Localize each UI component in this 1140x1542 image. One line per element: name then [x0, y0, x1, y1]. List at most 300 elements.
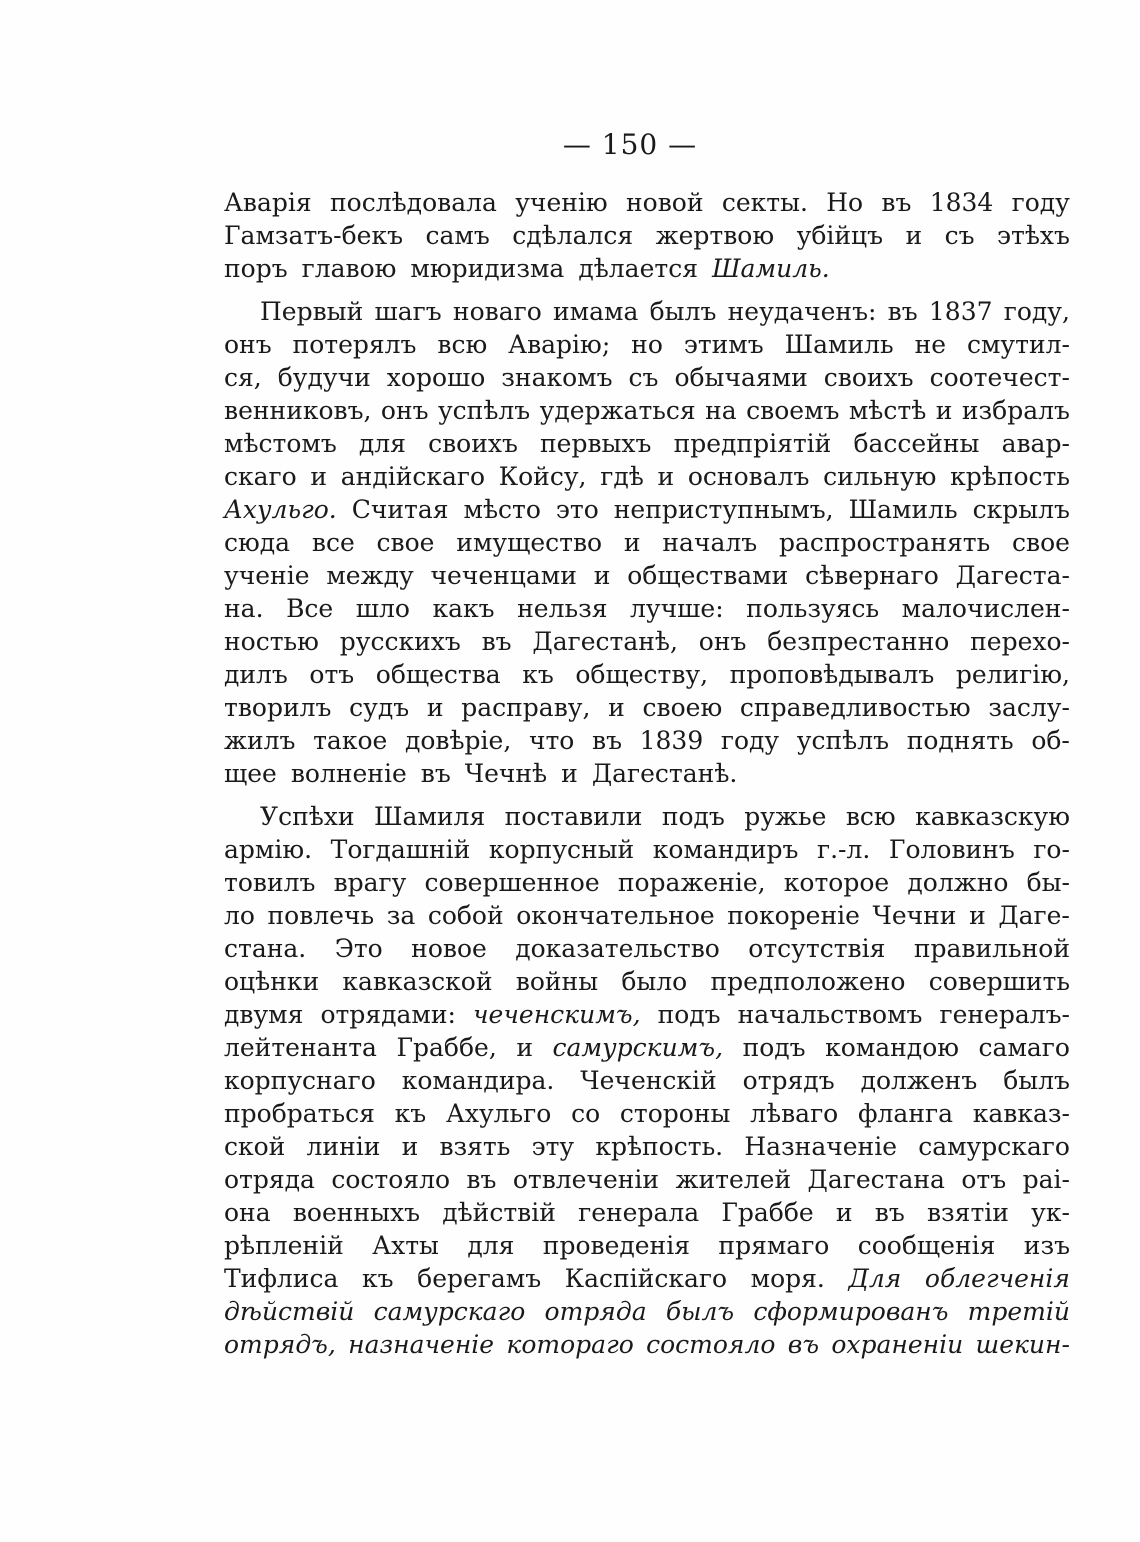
text-line	[224, 592, 1070, 625]
word: мѣстѣ	[848, 396, 927, 425]
word: облегченія	[924, 1264, 1070, 1293]
word: пользуясь	[746, 594, 880, 623]
word: довѣріе,	[404, 726, 512, 755]
text-line	[224, 1130, 1070, 1163]
word: и	[593, 561, 611, 590]
word: пробраться	[224, 1099, 375, 1128]
word: и	[310, 462, 328, 491]
word: раі-	[1022, 1165, 1070, 1194]
word: избралъ	[961, 396, 1070, 425]
word: безпрестанно	[767, 627, 950, 656]
word: кавказ-	[972, 1099, 1070, 1128]
word: къ	[522, 660, 554, 689]
word: въ	[466, 1165, 497, 1194]
text-line	[224, 899, 1070, 932]
word: шло	[355, 594, 410, 623]
word: Все	[286, 594, 334, 623]
word: командира.	[401, 1066, 555, 1095]
word: для	[467, 1231, 515, 1260]
word: какъ	[432, 594, 495, 623]
text-line	[224, 833, 1070, 866]
word: первыхъ	[539, 429, 652, 458]
word: взять	[439, 1132, 511, 1161]
word: покореніе	[727, 901, 860, 930]
word: хорошо	[386, 363, 486, 392]
word: Ахты	[372, 1231, 439, 1260]
word: Тифлиса	[224, 1264, 339, 1293]
word: скаго	[224, 462, 297, 491]
page-number: — 150 —	[562, 128, 698, 161]
word: поставили	[504, 802, 643, 831]
word: гдѣ	[600, 462, 644, 491]
word: сформированъ	[753, 1297, 949, 1326]
word: и	[401, 1132, 419, 1161]
word: и	[623, 528, 641, 557]
word: но	[631, 330, 663, 359]
word: берегамъ	[417, 1264, 542, 1293]
word: этѣхъ	[997, 221, 1070, 250]
word: самурскаго	[373, 1297, 526, 1326]
word: заслу-	[988, 693, 1070, 722]
word: двумя	[224, 1000, 304, 1029]
text-line	[224, 965, 1070, 998]
word: Первый	[260, 297, 364, 326]
text-line	[224, 427, 1070, 460]
word: жилъ	[224, 726, 296, 755]
word: начальствомъ	[737, 1000, 923, 1029]
word: онъ	[224, 330, 272, 359]
word: своемъ	[746, 396, 840, 425]
word: Даге-	[998, 901, 1070, 930]
word: предположено	[710, 967, 906, 996]
word: Граббе,	[396, 1033, 497, 1062]
word: новаго	[452, 297, 542, 326]
word: поръ	[224, 254, 288, 283]
text-line	[224, 1295, 1070, 1328]
paragraph-gap	[224, 790, 1070, 800]
word: перехо-	[970, 627, 1070, 656]
word: Граббе	[721, 1198, 814, 1227]
word: чеченскимъ,	[473, 1000, 641, 1029]
word: подъ	[661, 802, 725, 831]
word: состояло	[331, 1165, 451, 1194]
word: году,	[1003, 297, 1070, 326]
word: ученію	[515, 188, 608, 217]
word: смутил-	[966, 330, 1070, 359]
word: отъ	[961, 1165, 1007, 1194]
word: армію.	[224, 835, 313, 864]
word: андійскаго	[340, 462, 486, 491]
word: и	[608, 693, 625, 722]
word: соотечест-	[929, 363, 1070, 392]
word: оцѣнки	[224, 967, 320, 996]
word: она	[224, 1198, 271, 1227]
word: справедливостью	[739, 693, 971, 722]
word: совершить	[928, 967, 1070, 996]
word: шагъ	[374, 297, 442, 326]
word: новой	[625, 188, 704, 217]
word: жертвою	[655, 221, 775, 250]
word: Койсу,	[498, 462, 587, 491]
word: сѣвернаго	[805, 561, 939, 590]
word: былъ	[665, 1297, 735, 1326]
word: пораженіе,	[617, 868, 766, 897]
word: г.-л.	[817, 835, 871, 864]
word: и	[969, 901, 986, 930]
text-line	[224, 800, 1070, 833]
word: шекин-	[975, 1330, 1070, 1359]
word: новое	[411, 934, 487, 963]
word: онъ	[380, 396, 429, 425]
word: доказательство	[515, 934, 720, 963]
word: крѣпость.	[595, 1132, 724, 1161]
word: и	[657, 462, 675, 491]
word: всю	[845, 802, 896, 831]
word: религію,	[955, 660, 1070, 689]
word: былъ	[649, 297, 717, 326]
word: кавказской	[342, 967, 493, 996]
word: мѣстомъ	[224, 429, 337, 458]
word: успѣлъ	[796, 726, 890, 755]
word: Ахульго	[445, 1099, 552, 1128]
word: своихъ	[428, 429, 518, 458]
paragraph	[224, 186, 1070, 285]
word: всю	[437, 330, 488, 359]
word: авар-	[1001, 429, 1070, 458]
word: скрылъ	[972, 495, 1070, 524]
word: венниковъ,	[224, 396, 372, 425]
word: Шамиль	[848, 495, 958, 524]
word: Шамиля	[374, 802, 486, 831]
word: корпуснаго	[224, 1066, 376, 1095]
word: и	[935, 396, 953, 425]
word: генерала	[578, 1198, 700, 1227]
word: и	[835, 1198, 853, 1227]
word: предпріятій	[673, 429, 832, 458]
word: началъ	[662, 528, 758, 557]
text-line	[224, 1229, 1070, 1262]
text-line	[224, 394, 1070, 427]
word: отвлеченіи	[512, 1165, 660, 1194]
word: отсутствія	[748, 934, 886, 963]
text-line	[224, 252, 1070, 285]
word: неприступнымъ,	[613, 495, 834, 524]
word: третій	[967, 1297, 1070, 1326]
word: свое	[1012, 528, 1070, 557]
word: ученіе	[224, 561, 310, 590]
word: 1834	[929, 188, 994, 217]
word: дѣйствій	[224, 1297, 355, 1326]
word: послѣдовала	[330, 188, 497, 217]
word: самурскимъ,	[552, 1033, 724, 1062]
word: самурскаго	[918, 1132, 1070, 1161]
word: поднять	[906, 726, 1014, 755]
word: имущество	[456, 528, 603, 557]
word: щее	[224, 759, 277, 788]
word: прямаго	[718, 1231, 830, 1260]
word: въ	[481, 627, 512, 656]
word: командою	[825, 1033, 960, 1062]
word: ской	[224, 1132, 286, 1161]
word: свое	[376, 528, 435, 557]
word: ся,	[224, 363, 262, 392]
word: съ	[944, 221, 975, 250]
text-line	[224, 757, 1070, 790]
word: нельзя	[517, 594, 608, 623]
word: въ	[881, 188, 912, 217]
word: и	[426, 693, 444, 722]
body-text	[224, 186, 1070, 1361]
word: товилъ	[224, 868, 316, 897]
word: Гамзатъ-бекъ	[224, 221, 404, 250]
word: Головинъ	[888, 835, 1015, 864]
text-line	[224, 625, 1070, 658]
word: кавказскую	[915, 802, 1070, 831]
word: въ	[592, 726, 622, 755]
word: со	[571, 1099, 601, 1128]
word: главою	[301, 254, 397, 283]
text-line	[224, 1097, 1070, 1130]
word: отъ	[309, 660, 355, 689]
paragraph	[224, 800, 1070, 1361]
word: эту	[531, 1132, 575, 1161]
word: расправу,	[461, 693, 591, 722]
word: дѣлается	[578, 254, 698, 283]
word: онъ	[698, 627, 747, 656]
text-line	[224, 219, 1070, 252]
word: году	[720, 726, 780, 755]
text-line	[224, 691, 1070, 724]
text-line	[224, 559, 1070, 592]
word: корпусный	[488, 835, 635, 864]
word: Аварію;	[508, 330, 611, 359]
word: 1839	[639, 726, 704, 755]
word: неудаченъ:	[727, 297, 877, 326]
word: обычаями	[674, 363, 808, 392]
word: стана.	[224, 934, 307, 963]
word: этимъ	[683, 330, 764, 359]
text-line	[224, 361, 1070, 394]
word: котораго	[506, 1330, 634, 1359]
word: Успѣхи	[260, 802, 355, 831]
word: лучше:	[630, 594, 724, 623]
word: Назначеніе	[744, 1132, 897, 1161]
word: убійцъ	[796, 221, 884, 250]
word: военныхъ	[292, 1198, 420, 1227]
word: войны	[515, 967, 599, 996]
word: правильной	[913, 934, 1070, 963]
word: отрядами:	[320, 1000, 456, 1029]
word: Для	[848, 1264, 902, 1293]
word: ружье	[744, 802, 827, 831]
word: Это	[334, 934, 383, 963]
word: и	[516, 1033, 533, 1062]
word: творилъ	[224, 693, 332, 722]
word: Считая	[351, 495, 449, 524]
word: фланга	[857, 1099, 954, 1128]
word: генералъ-	[939, 1000, 1070, 1029]
word: къ	[361, 1264, 394, 1293]
text-line	[224, 1328, 1070, 1361]
word: лѣваго	[750, 1099, 839, 1128]
word: своихъ	[823, 363, 914, 392]
text-line	[224, 866, 1070, 899]
word: году	[1011, 188, 1070, 217]
word: мюридизма	[410, 254, 565, 283]
word: имама	[553, 297, 639, 326]
paragraph-gap	[224, 285, 1070, 295]
text-line	[224, 1196, 1070, 1229]
word: что	[528, 726, 575, 755]
word: отрядъ	[742, 1066, 835, 1095]
word: ук-	[1031, 1198, 1070, 1227]
word: совершенное	[424, 868, 600, 897]
text-line	[224, 998, 1070, 1031]
word: линіи	[306, 1132, 381, 1161]
word: и	[561, 759, 578, 788]
word: въ	[787, 1330, 819, 1359]
word: отряда	[224, 1165, 315, 1194]
word: подъ	[742, 1033, 806, 1062]
word: обществу,	[575, 660, 709, 689]
word: Шамиль.	[711, 254, 830, 283]
word: общества	[375, 660, 501, 689]
word: отряда	[544, 1297, 647, 1326]
word: былъ	[1003, 1066, 1070, 1095]
word: все	[311, 528, 355, 557]
word: сообщенія	[857, 1231, 996, 1260]
word: на	[705, 396, 737, 425]
word: судъ	[349, 693, 410, 722]
word: будучи	[277, 363, 371, 392]
word: распространять	[778, 528, 991, 557]
word: самаго	[978, 1033, 1070, 1062]
word: отрядъ,	[224, 1330, 336, 1359]
word: потерялъ	[292, 330, 417, 359]
word: лейтенанта	[224, 1033, 377, 1062]
text-line	[224, 658, 1070, 691]
text-line	[224, 1163, 1070, 1196]
word: мѣсто	[463, 495, 541, 524]
word: которое	[783, 868, 890, 897]
word: въ	[887, 297, 918, 326]
word: охраненіи	[831, 1330, 964, 1359]
word: бассейны	[853, 429, 980, 458]
word: въ	[420, 759, 451, 788]
text-line	[224, 1262, 1070, 1295]
word: чеченцами	[430, 561, 577, 590]
word: и	[905, 221, 923, 250]
text-line	[224, 1064, 1070, 1097]
word: врагу	[333, 868, 407, 897]
word: Чечни	[872, 901, 957, 930]
word: съ	[628, 363, 659, 392]
text-line	[224, 724, 1070, 757]
word: между	[326, 561, 414, 590]
word: Шамиль	[784, 330, 894, 359]
word: Дагеста-	[955, 561, 1070, 590]
word: это	[555, 495, 599, 524]
word: ло	[224, 901, 255, 930]
word: бы-	[1026, 868, 1070, 897]
word: Но	[826, 188, 864, 217]
text-line	[224, 328, 1070, 361]
word: взятіи	[926, 1198, 1009, 1227]
word: крѣпость	[950, 462, 1070, 491]
word: Чеченскій	[580, 1066, 717, 1095]
word: го-	[1033, 835, 1070, 864]
text-line	[224, 295, 1070, 328]
word: секты.	[721, 188, 808, 217]
word: за	[386, 901, 416, 930]
word: подъ	[657, 1000, 721, 1029]
word: въ	[874, 1198, 905, 1227]
word: обществами	[627, 561, 789, 590]
word: моря.	[750, 1264, 825, 1293]
word: долженъ	[860, 1066, 978, 1095]
word: на.	[224, 594, 264, 623]
word: къ	[394, 1099, 427, 1128]
word: повлечь	[267, 901, 375, 930]
word: своею	[642, 693, 723, 722]
paragraph	[224, 295, 1070, 790]
text-line	[224, 186, 1070, 219]
word: Каспійскаго	[564, 1264, 728, 1293]
text-line	[224, 493, 1070, 526]
word: Тогдашній	[330, 835, 471, 864]
text-line	[224, 1031, 1070, 1064]
word: 1837	[928, 297, 993, 326]
word: должно	[907, 868, 1009, 897]
word: жителей	[675, 1165, 792, 1194]
word: сдѣлался	[512, 221, 634, 250]
word: об-	[1031, 726, 1070, 755]
text-line	[224, 932, 1070, 965]
word: успѣлъ	[437, 396, 531, 425]
word: знакомъ	[501, 363, 613, 392]
word: собой	[427, 901, 504, 930]
word: рѣпленій	[224, 1231, 344, 1260]
word: самъ	[425, 221, 490, 250]
word: Дагестанѣ,	[532, 627, 678, 656]
text-line	[224, 460, 1070, 493]
word: состояло	[646, 1330, 776, 1359]
text-line	[224, 526, 1070, 559]
word: окончательное	[516, 901, 715, 930]
word: удержаться	[539, 396, 696, 425]
word: командиръ	[652, 835, 799, 864]
word: стороны	[619, 1099, 731, 1128]
word: русскихъ	[339, 627, 461, 656]
word: для	[358, 429, 406, 458]
word: малочислен-	[901, 594, 1070, 623]
word: сильную	[823, 462, 937, 491]
word: проведенія	[542, 1231, 690, 1260]
word: сюда	[224, 528, 291, 557]
word: не	[914, 330, 947, 359]
word: волненіе	[290, 759, 407, 788]
word: Чечнѣ	[464, 759, 548, 788]
word: Аварія	[224, 188, 312, 217]
word: ностью	[224, 627, 319, 656]
word: назначеніе	[348, 1330, 495, 1359]
word: дѣйствій	[442, 1198, 556, 1227]
word: проповѣдывалъ	[729, 660, 935, 689]
word: изъ	[1023, 1231, 1070, 1260]
word: Дагестана	[807, 1165, 945, 1194]
word: было	[621, 967, 688, 996]
word: Дагестанѣ.	[591, 759, 738, 788]
